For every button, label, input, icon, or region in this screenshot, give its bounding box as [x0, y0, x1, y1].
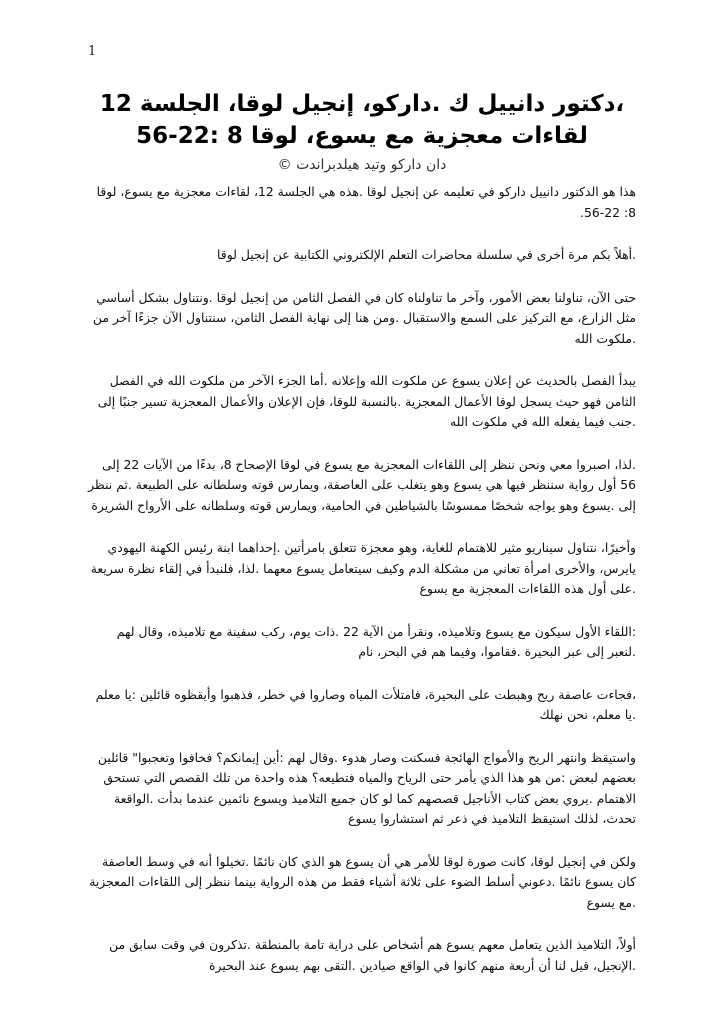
paragraph: يبدأ الفصل بالحديث عن إعلان يسوع عن ملكوت الله وإعلانه .أما الجزء الآخر من ملكوت الله في الفصل الثامن فهو حيث يسجل لوقا الأعمال المعجزية .بالنسبة للوقا، فإن الإعلان والأعمال المعجزية تسير جنبًا إلى .جنب فيما يفعله الله في ملكوت الله — [97, 373, 636, 429]
paragraph: أولاً، التلاميذ الذين يتعامل معهم يسوع هم أشخاص على دراية تامة بالمنطقة .تذكرون في وقت سابق من .الإنجيل، قيل لنا أن أربعة منهم كانوا في الواقع صيادين .التقى بهم يسوع عند البحيرة — [109, 937, 636, 973]
paragraph: وأخيرًا، نتناول سيناريو مثير للاهتمام للغاية، وهو معجزة تتعلق بامرأتين .إحداهما ابنة رئيس الكهنة اليهودي يايرس، والأخرى امرأة تعاني من مشكلة الدم وكيف سيتعامل يسوع معهما .لذا، فلنبدأ في إلقاء نظرة سريعة .على أول هذه اللقاءات المعجزية مع يسوع — [90, 540, 636, 596]
paragraph: واستيقظ وانتهر الريح والأمواج الهائجة فسكنت وصار هدوء .وقال لهم :أين إيمانكم؟ فخافوا وتعجبوا" قائلين بعضهم لبعض :من هو هذا الذي يأمر حتى الرياح والمياه فتطيعه؟ هذه واحدة من تلك القصص التي تستحق الاهتمام .يروي بعض كتاب الأناجيل قصصهم كما لو كان جميع التلاميذ ويسوع نائمين عندما بدأت .الواقعة تحدث، لذلك استيقظ التلاميذ في ذعر ثم استشاروا يسوع — [97, 749, 636, 826]
paragraph: .لذا، اصبروا معي ونحن ننظر إلى اللقاءات المعجزية مع يسوع في لوقا الإصحاح 8، بدءًا من الآيات 22 إلى 56 أول رواية سننظر فيها هي يسوع وهو يتغلب على العاصفة، ويمارس قوته وسلطانه على الطبيعة .ثم ننظر إلى .يسوع وهو يواجه شخصًا ممسوسًا بالشياطين في الحامية، ويمارس قوته وسلطانه على الأرواح الشريرة — [88, 456, 636, 513]
document-body — [88, 182, 636, 998]
paragraph: :اللقاء الأول سيكون مع يسوع وتلاميذه، ونقرأ من الآية 22 .ذات يوم، ركب سفينة مع تلاميذه، وقال لهم .لنعبر إلى عبر البحيرة .فقاموا، وفيما هم في البحر، نام — [116, 623, 636, 659]
paragraph: .أهلاً بكم مرة أخرى في سلسلة محاضرات التعلم الإلكتروني الكتابية عن إنجيل لوقا — [217, 247, 636, 262]
paragraph: ،فجاءت عاصفة ريح وهبطت على البحيرة، فامتلأت المياه وصاروا في خطر، فذهبوا وأيقظوه قائلين :يا معلم .يا معلم، نحن نهلك — [95, 686, 636, 722]
paragraph: ولكن في إنجيل لوقا، كانت صورة لوقا للأمر هي أن يسوع هو الذي كان نائمًا .تخيلوا أنه في وسط العاصفة كان يسوع نائمًا .دعوني أسلط الضوء على ثلاثة أشياء فقط من هذه الرواية بينما ننظر إلى اللقاءات المعجزية .مع يسوع — [89, 853, 636, 910]
page-number: 1 — [88, 44, 97, 59]
document-header — [80, 88, 644, 174]
title-line-2: لقاءات معجزية مع يسوع، لوقا 8 :22-56 — [136, 123, 588, 149]
copyright-line: دان داركو وتيد هيلدبراندت © — [277, 157, 447, 173]
paragraph: هذا هو الدكتور دانييل داركو في تعليمه عن إنجيل لوقا .هذه هي الجلسة 12، لقاءات معجزية مع يسوع، لوقا 8: 22-56. — [96, 184, 636, 220]
paragraph: حتى الآن، تناولنا بعض الأمور، وآخر ما تناولناه كان في الفصل الثامن من إنجيل لوقا .ونتناول بشكل أساسي مثل الزارع، مع التركيز على السمع والاستقبال .ومن هنا إلى نهاية الفصل الثامن، سنتناول الآن جزءًا آخر من .ملكوت الله — [92, 289, 636, 346]
title-line-1: ،دكتور دانييل ك .داركو، إنجيل لوقا، الجلسة 12 — [99, 91, 625, 117]
